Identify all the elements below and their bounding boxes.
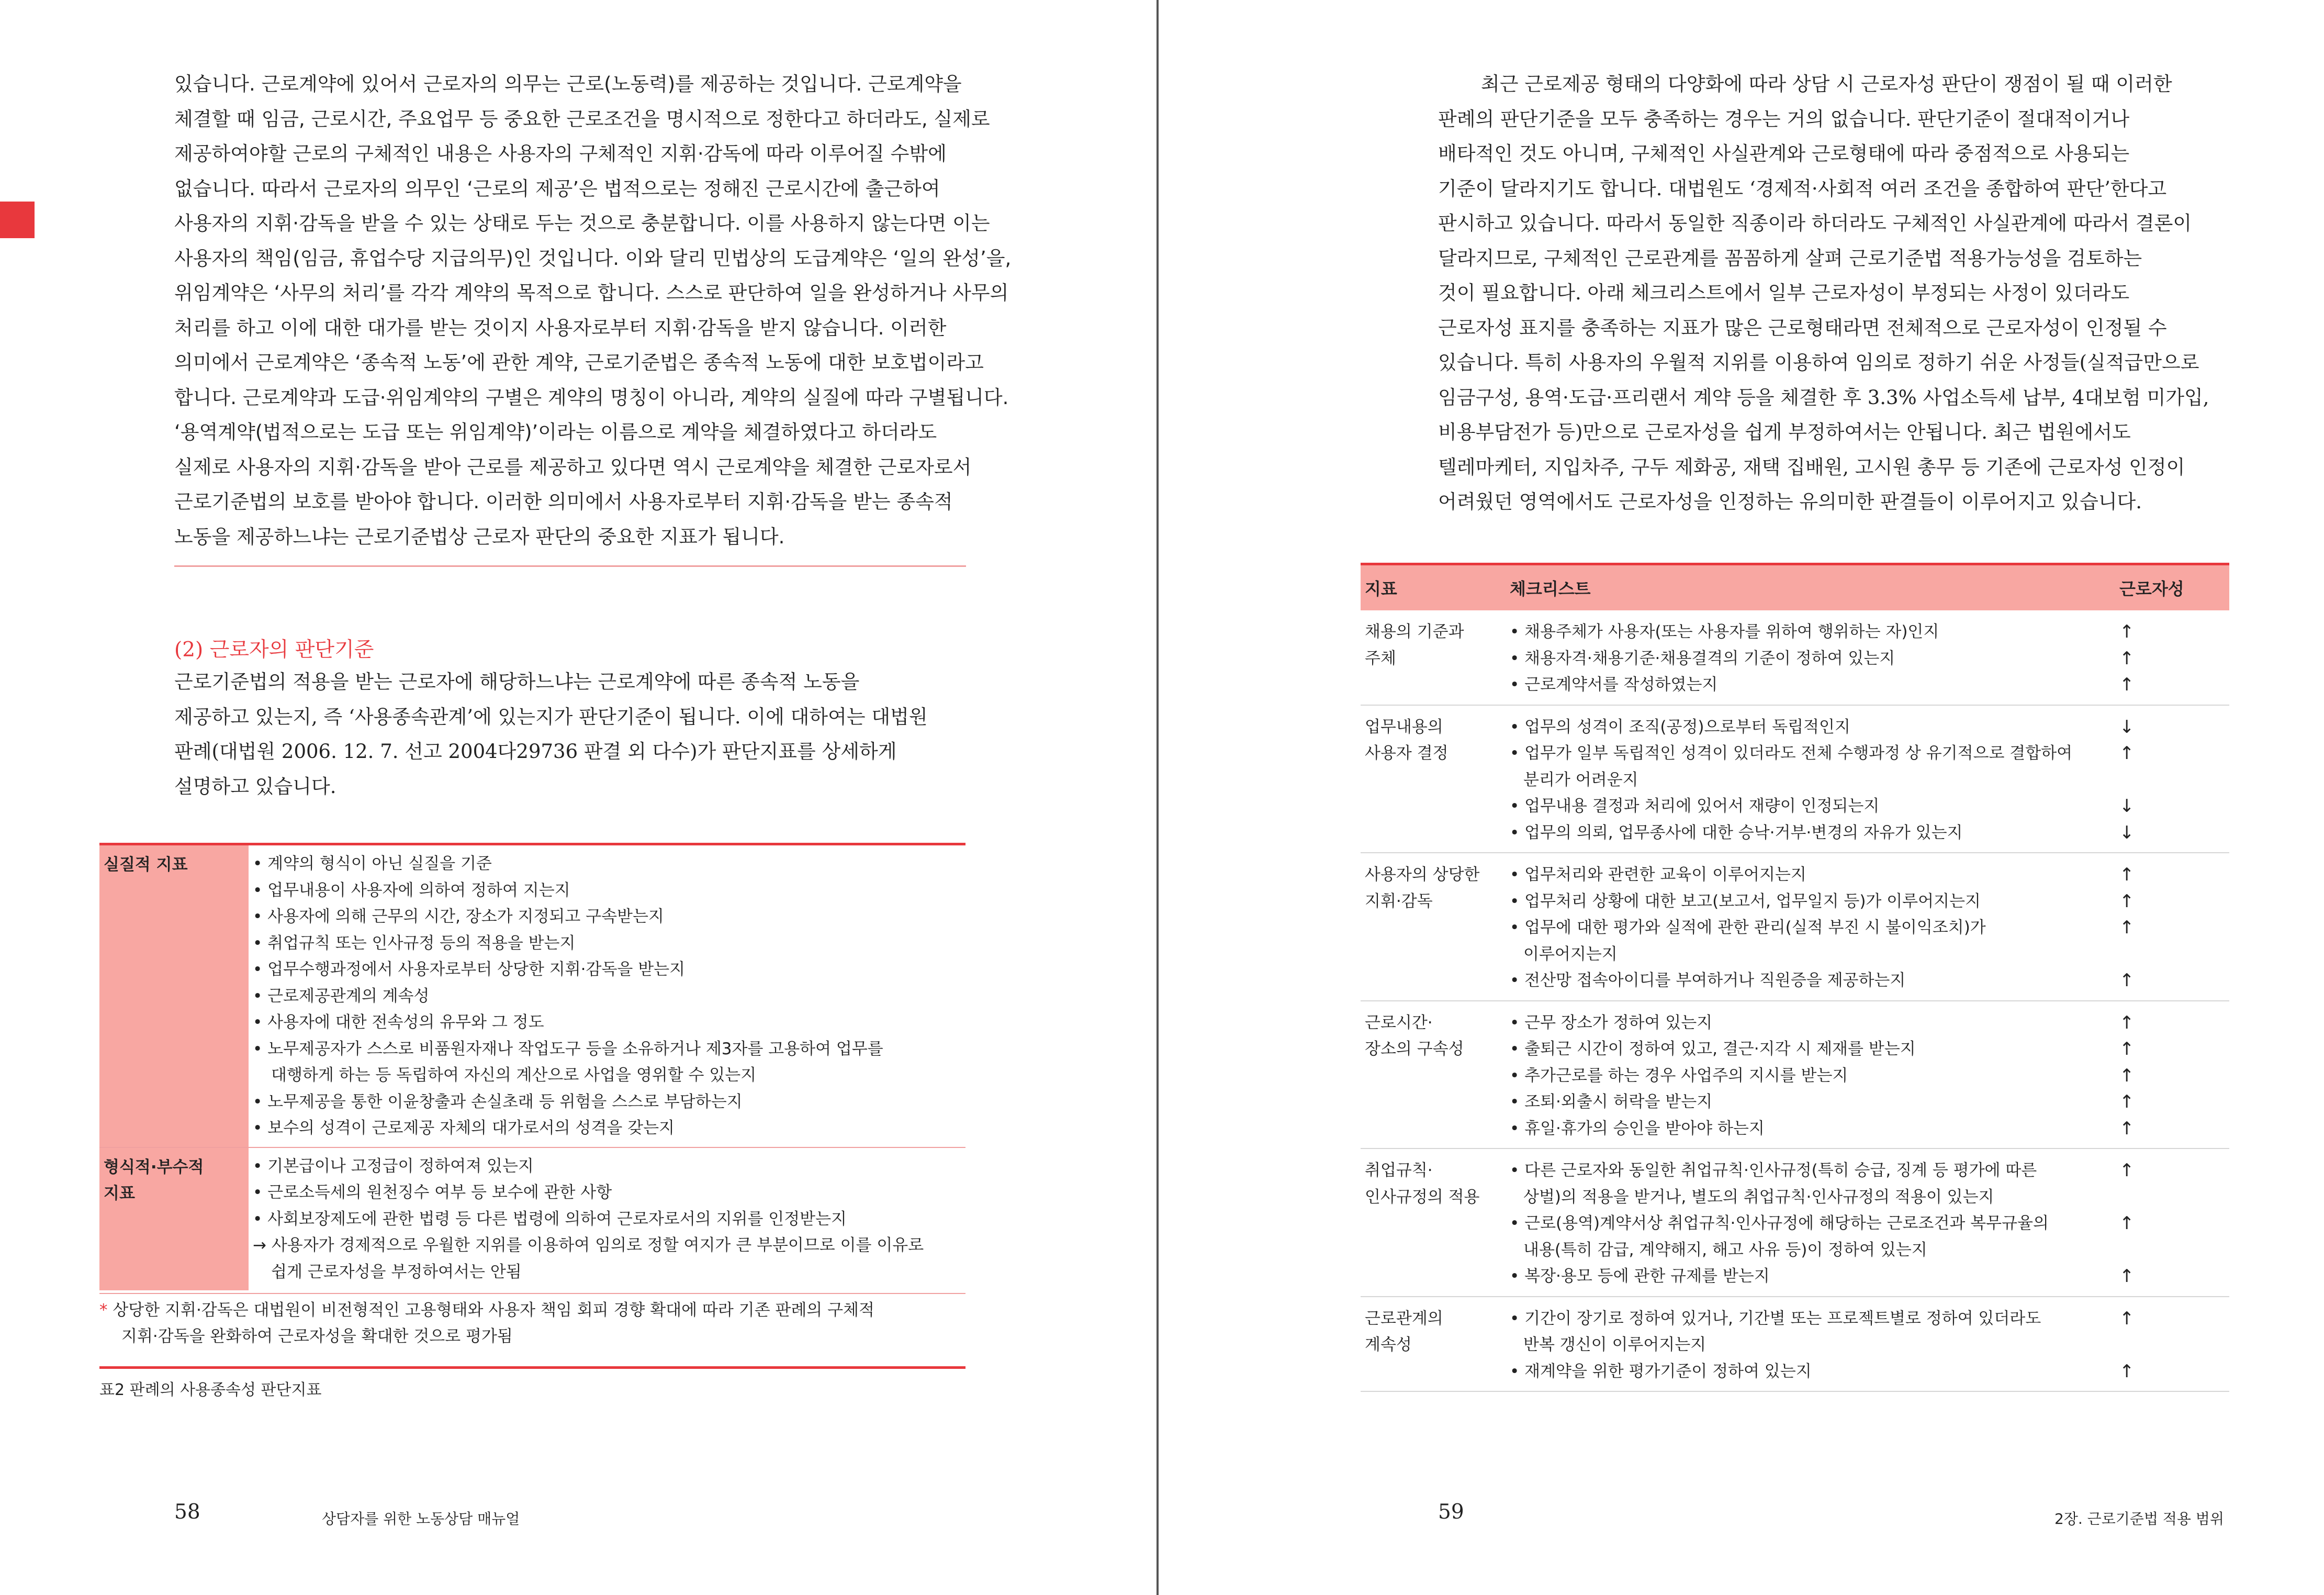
arrow-up-icon: ↑ — [2119, 1118, 2135, 1139]
paragraph-line: 달라지므로, 구체적인 근로관계를 꼼꼼하게 살펴 근로기준법 적용가능성을 검토하는 — [1438, 247, 2142, 270]
checklist-item: 이루어지는지 — [1523, 944, 1618, 964]
left-paragraph-rule — [174, 565, 966, 567]
indicator-item: • 업무내용이 사용자에 의하여 정하여 지는지 — [253, 880, 570, 900]
arrow-up-icon: ↑ — [2119, 1266, 2135, 1287]
arrow-up-icon: ↑ — [2119, 1160, 2135, 1181]
paragraph-line: 처리를 하고 이에 대한 대가를 받는 것이지 사용자로부터 지휘·감독을 받지 않습니다. 이러한 — [174, 316, 947, 339]
paragraph-line: 판례의 판단기준을 모두 충족하는 경우는 거의 없습니다. 판단기준이 절대적이거나 — [1438, 107, 2130, 130]
checklist-items — [1510, 1157, 2119, 1290]
paragraph-line: 최근 근로제공 형태의 다양화에 따라 상담 시 근로자성 판단이 쟁점이 될 때 이러한 — [1481, 73, 2172, 95]
indicator-item: • 노무제공자가 스스로 비품원자재나 작업도구 등을 소유하거나 제3자를 고용하여 업무를 — [253, 1039, 883, 1058]
indicator-name — [1361, 862, 1510, 994]
arrow-blank — [2119, 1184, 2229, 1211]
indicator-name-line: 인사규정의 적용 — [1365, 1187, 1480, 1207]
indicator-name-line: 근로시간· — [1365, 1013, 1433, 1032]
indicator-name-line: 업무내용의 — [1365, 717, 1443, 737]
checklist-item: • 근무 장소가 정하여 있는지 — [1510, 1013, 1713, 1032]
checklist-item: • 전산망 접속아이디를 부여하거나 직원증을 제공하는지 — [1510, 971, 1906, 990]
category-label: 실질적 지표 — [104, 855, 188, 874]
indicator-name-line: 계속성 — [1365, 1335, 1412, 1354]
paragraph-line: 실제로 사용자의 지휘·감독을 받아 근로를 제공하고 있다면 역시 근로계약을 체결한 근로자로서 — [174, 455, 972, 478]
checklist-item: • 업무처리 상황에 대한 보고(보고서, 업무일지 등)가 이루어지는지 — [1510, 891, 1981, 911]
paragraph-line: ‘용역계약(법적으로는 도급 또는 위임계약)’이라는 이름으로 계약을 체결하였다고 하더라도 — [174, 421, 937, 443]
right-running-head: 2장. 근로기준법 적용 범위 — [2054, 1510, 2224, 1527]
arrow-up-icon: ↑ — [2119, 970, 2135, 991]
checklist-item: • 재계약을 위한 평가기준이 정하여 있는지 — [1510, 1362, 1812, 1381]
header-checklist: 체크리스트 — [1510, 579, 1591, 599]
status-arrows — [2119, 1157, 2229, 1290]
arrow-up-icon: ↑ — [2119, 1065, 2135, 1086]
checklist-table-body — [1361, 610, 2229, 1392]
section-heading: (2) 근로자의 판단기준 — [174, 638, 374, 662]
indicator-item: • 계약의 형식이 아닌 실질을 기준 — [253, 854, 492, 873]
paragraph-line: 판시하고 있습니다. 따라서 동일한 직종이라 하더라도 구체적인 사실관계에 따라서 결론이 — [1438, 212, 2192, 235]
checklist-row — [1361, 610, 2229, 706]
chapter-tab-marker — [0, 202, 35, 238]
checklist-item: • 업무의 의뢰, 업무종사에 대한 승낙·거부·변경의 자유가 있는지 — [1510, 823, 1963, 842]
indicator-item: • 근로제공관계의 계속성 — [253, 986, 430, 1006]
indicator-name-line: 사용자 결정 — [1365, 744, 1449, 763]
paragraph-line: 근로기준법의 적용을 받는 근로자에 해당하느냐는 근로계약에 따른 종속적 노동을 — [174, 671, 860, 693]
paragraph-line: 배타적인 것도 아니며, 구체적인 사실관계와 근로형태에 따라 중점적으로 사용되는 — [1438, 142, 2130, 165]
paragraph-line: 것이 필요합니다. 아래 체크리스트에서 일부 근로자성이 부정되는 사정이 있더라도 — [1438, 282, 2130, 304]
table-footnote — [99, 1293, 965, 1349]
checklist-item: 내용(특히 감급, 계약해지, 해고 사유 등)이 정하여 있는지 — [1523, 1240, 1927, 1259]
checklist-table-header — [1361, 563, 2229, 610]
table-caption: 표2 판례의 사용종속성 판단지표 — [99, 1381, 322, 1399]
checklist-item: • 근로계약서를 작성하였는지 — [1510, 675, 1718, 694]
checklist-items — [1510, 1306, 2119, 1385]
checklist-items — [1510, 1010, 2119, 1142]
checklist-item: • 업무처리와 관련한 교육이 이루어지는지 — [1510, 865, 1806, 884]
checklist-item: • 업무의 성격이 조직(공정)으로부터 독립적인지 — [1510, 717, 1850, 737]
indicator-item: 대행하게 하는 등 독립하여 자신의 계산으로 사업을 영위할 수 있는지 — [271, 1066, 757, 1085]
paragraph-line: 근로기준법의 보호를 받아야 합니다. 이러한 의미에서 사용자로부터 지휘·감독을 받는 종속적 — [174, 490, 953, 513]
paragraph-line: 설명하고 있습니다. — [174, 775, 336, 798]
arrow-blank — [2119, 941, 2229, 968]
paragraph-line: 어려웠던 영역에서도 근로자성을 인정하는 유의미한 판결들이 이루어지고 있습니다. — [1438, 490, 2142, 513]
left-running-head: 상담자를 위한 노동상담 매뉴얼 — [322, 1510, 520, 1527]
indicator-item: • 사용자에 의해 근무의 시간, 장소가 지정되고 구속받는지 — [253, 907, 664, 926]
paragraph-line: 텔레마케터, 지입차주, 구두 제화공, 재택 집배원, 고시원 총무 등 기존에 근로자성 인정이 — [1438, 455, 2185, 478]
paragraph-line: 판례(대법원 2006. 12. 7. 선고 2004다29736 판결 외 다수)가 판단지표를 상세하게 — [174, 740, 897, 763]
arrow-down-icon: ↓ — [2119, 796, 2135, 817]
status-arrows — [2119, 1306, 2229, 1385]
checklist-item: • 채용주체가 사용자(또는 사용자를 위하여 행위하는 자)인지 — [1510, 622, 1939, 641]
arrow-up-icon: ↑ — [2119, 1012, 2135, 1033]
indicator-item: → 사용자가 경제적으로 우월한 지위를 이용하여 임의로 정할 여지가 큰 부분이므로 이를 이유로 — [253, 1236, 924, 1255]
checklist-item: • 근로(용역)계약서상 취업규칙·인사규정에 해당하는 근로조건과 복무규율의 — [1510, 1214, 2049, 1233]
arrow-up-icon: ↑ — [2119, 1213, 2135, 1234]
checklist-item: • 업무가 일부 독립적인 성격이 있더라도 전체 수행과정 상 유기적으로 결합하여 — [1510, 744, 2073, 763]
arrow-down-icon: ↓ — [2119, 716, 2135, 738]
category-label: 형식적·부수적 — [104, 1157, 204, 1177]
paragraph-line: 합니다. 근로계약과 도급·위임계약의 구별은 계약의 명칭이 아니라, 계약의 실질에 따라 구별됩니다. — [174, 386, 1009, 409]
paragraph-line: 임금구성, 용역·도급·프리랜서 계약 등을 체결한 후 3.3% 사업소득세 납부, 4대보험 미가입, — [1438, 386, 2209, 409]
indicator-item: • 보수의 성격이 근로제공 자체의 대가로서의 성격을 갖는지 — [253, 1119, 675, 1137]
indicator-item: • 기본급이나 고정급이 정하여져 있는지 — [253, 1156, 534, 1176]
checklist-item: • 채용자격·채용기준·채용결격의 기준이 정하여 있는지 — [1510, 649, 1895, 668]
checklist-item: • 업무내용 결정과 처리에 있어서 재량이 인정되는지 — [1510, 797, 1880, 816]
left-page-number: 58 — [174, 1500, 200, 1524]
paragraph-line: 근로자성 표지를 충족하는 지표가 많은 근로형태라면 전체적으로 근로자성이 인정될 수 — [1438, 316, 2167, 339]
right-page-number: 59 — [1438, 1500, 1464, 1524]
checklist-item: • 조퇴·외출시 허락을 받는지 — [1510, 1092, 1713, 1111]
category-label: 지표 — [104, 1184, 135, 1203]
checklist-item: 분리가 어려운지 — [1523, 770, 1638, 789]
arrow-up-icon: ↑ — [2119, 674, 2135, 695]
left-table-bottom-rule — [99, 1366, 965, 1369]
indicator-name — [1361, 714, 1510, 846]
paragraph-line: 없습니다. 따라서 근로자의 의무인 ‘근로의 제공’은 법적으로는 정해진 근로시간에 출근하여 — [174, 177, 940, 200]
checklist-row — [1361, 1001, 2229, 1150]
indicator-name — [1361, 1306, 1510, 1385]
indicator-item: 쉽게 근로자성을 부정하여서는 안됨 — [271, 1262, 522, 1281]
paragraph-line: 체결할 때 임금, 근로시간, 주요업무 등 중요한 근로조건을 명시적으로 정한다고 하더라도, 실제로 — [174, 107, 990, 130]
indicator-row — [99, 1147, 965, 1291]
checklist-table — [1361, 563, 2229, 1392]
indicator-name-line: 채용의 기준과 — [1365, 622, 1464, 641]
left-paragraph-1 — [174, 67, 1012, 554]
checklist-item: • 복장·용모 등에 관한 규제를 받는지 — [1510, 1267, 1770, 1286]
page-gutter — [1157, 0, 1159, 1595]
paragraph-line: 제공하고 있는지, 즉 ‘사용종속관계’에 있는지가 판단기준이 됩니다. 이에 대하여는 대법원 — [174, 705, 928, 728]
checklist-item: • 출퇴근 시간이 정하여 있고, 결근·지각 시 제재를 받는지 — [1510, 1040, 1916, 1058]
indicator-name-line: 주체 — [1365, 649, 1396, 668]
header-status: 근로자성 — [2119, 579, 2184, 599]
checklist-items — [1510, 714, 2119, 846]
indicator-name — [1361, 1010, 1510, 1142]
checklist-item: • 다른 근로자와 동일한 취업규칙·인사규정(특히 승급, 징계 등 평가에 따른 — [1510, 1161, 2037, 1180]
checklist-row — [1361, 706, 2229, 854]
footnote-text: 지휘·감독을 완화하여 근로자성을 확대한 것으로 평가됨 — [121, 1327, 513, 1346]
checklist-item: • 추가근로를 하는 경우 사업주의 지시를 받는지 — [1510, 1066, 1848, 1085]
indicator-category — [99, 1148, 249, 1291]
indicator-items — [249, 1148, 965, 1291]
arrow-up-icon: ↑ — [2119, 743, 2135, 764]
footnote-line — [99, 1323, 965, 1349]
judgment-indicator-table — [99, 845, 965, 1290]
right-paragraph — [1438, 67, 2239, 520]
arrow-up-icon: ↑ — [2119, 621, 2135, 642]
indicator-name — [1361, 1157, 1510, 1290]
arrow-down-icon: ↓ — [2119, 822, 2135, 843]
arrow-up-icon: ↑ — [2119, 1039, 2135, 1059]
arrow-up-icon: ↑ — [2119, 864, 2135, 885]
arrow-up-icon: ↑ — [2119, 890, 2135, 912]
arrow-up-icon: ↑ — [2119, 1091, 2135, 1112]
paragraph-line: 있습니다. 근로계약에 있어서 근로자의 의무는 근로(노동력)를 제공하는 것입니다. 근로계약을 — [174, 73, 962, 95]
indicator-item: • 취업규칙 또는 인사규정 등의 적용을 받는지 — [253, 933, 576, 953]
indicator-name-line: 사용자의 상당한 — [1365, 865, 1480, 884]
paragraph-line: 있습니다. 특히 사용자의 우월적 지위를 이용하여 임의로 정하기 쉬운 사정들(실적급만으로 — [1438, 351, 2199, 374]
footnote-line — [99, 1297, 965, 1323]
indicator-items — [249, 845, 965, 1147]
arrow-blank — [2119, 767, 2229, 794]
footnote-text: 상당한 지휘·감독은 대법원이 비전형적인 고용형태와 사용자 책임 회피 경향 확대에 따라 기존 판례의 구체적 — [113, 1301, 874, 1320]
indicator-name-line: 지휘·감독 — [1365, 891, 1433, 911]
status-arrows — [2119, 619, 2229, 698]
paragraph-line: 비용부담전가 등)만으로 근로자성을 쉽게 부정하여서는 안됩니다. 최근 법원에서도 — [1438, 421, 2131, 443]
status-arrows — [2119, 862, 2229, 994]
checklist-item: 반복 갱신이 이루어지는지 — [1523, 1335, 1706, 1354]
checklist-row — [1361, 1297, 2229, 1392]
paragraph-line: 기준이 달라지기도 합니다. 대법원도 ‘경제적·사회적 여러 조건을 종합하여 판단’한다고 — [1438, 177, 2167, 200]
indicator-name-line: 장소의 구속성 — [1365, 1040, 1464, 1058]
paragraph-line: 노동을 제공하느냐는 근로기준법상 근로자 판단의 중요한 지표가 됩니다. — [174, 525, 785, 548]
checklist-item: • 업무에 대한 평가와 실적에 관한 관리(실적 부진 시 불이익조치)가 — [1510, 918, 1986, 937]
indicator-item: • 노무제공을 통한 이윤창출과 손실초래 등 위험을 스스로 부담하는지 — [253, 1092, 743, 1111]
paragraph-line: 의미에서 근로계약은 ‘종속적 노동’에 관한 계약, 근로기준법은 종속적 노동에 대한 보호법이라고 — [174, 351, 984, 374]
indicator-item: • 근로소득세의 원천징수 여부 등 보수에 관한 사항 — [253, 1183, 612, 1202]
indicator-item: • 업무수행과정에서 사용자로부터 상당한 지휘·감독을 받는지 — [253, 960, 686, 979]
footnote-mark: * — [99, 1301, 108, 1320]
checklist-item: 상벌)의 적용을 받거나, 별도의 취업규칙·인사규정의 적용이 있는지 — [1523, 1187, 1994, 1207]
checklist-items — [1510, 862, 2119, 994]
status-arrows — [2119, 714, 2229, 846]
header-indicator: 지표 — [1365, 579, 1397, 599]
arrow-up-icon: ↑ — [2119, 1308, 2135, 1329]
indicator-category — [99, 845, 249, 1147]
arrow-blank — [2119, 1237, 2229, 1264]
checklist-row — [1361, 1149, 2229, 1297]
indicator-item: • 사회보장제도에 관한 법령 등 다른 법령에 의하여 근로자로서의 지위를 인정받는지 — [253, 1209, 847, 1229]
arrow-up-icon: ↑ — [2119, 1360, 2135, 1382]
arrow-up-icon: ↑ — [2119, 648, 2135, 669]
arrow-blank — [2119, 1332, 2229, 1358]
arrow-up-icon: ↑ — [2119, 917, 2135, 938]
paragraph-line: 사용자의 지휘·감독을 받을 수 있는 상태로 두는 것으로 충분합니다. 이를 사용하지 않는다면 이는 — [174, 212, 990, 235]
indicator-name-line: 근로관계의 — [1365, 1309, 1443, 1328]
indicator-name-line: 취업규칙· — [1365, 1161, 1433, 1180]
paragraph-line: 제공하여야할 근로의 구체적인 내용은 사용자의 구체적인 지휘·감독에 따라 이루어질 수밖에 — [174, 142, 947, 165]
left-paragraph-2 — [174, 665, 970, 804]
checklist-item: • 기간이 장기로 정하여 있거나, 기간별 또는 프로젝트별로 정하여 있더라도 — [1510, 1309, 2041, 1328]
paragraph-line: 사용자의 책임(임금, 휴업수당 지급의무)인 것입니다. 이와 달리 민법상의 도급계약은 ‘일의 완성’을, — [174, 247, 1012, 270]
status-arrows — [2119, 1010, 2229, 1142]
checklist-items — [1510, 619, 2119, 698]
checklist-row — [1361, 853, 2229, 1001]
paragraph-line: 위임계약은 ‘사무의 처리’를 각각 계약의 목적으로 합니다. 스스로 판단하여 일을 완성하거나 사무의 — [174, 282, 1009, 304]
indicator-row — [99, 845, 965, 1147]
indicator-name — [1361, 619, 1510, 698]
checklist-item: • 휴일·휴가의 승인을 받아야 하는지 — [1510, 1119, 1765, 1138]
indicator-item: • 사용자에 대한 전속성의 유무와 그 정도 — [253, 1013, 544, 1032]
